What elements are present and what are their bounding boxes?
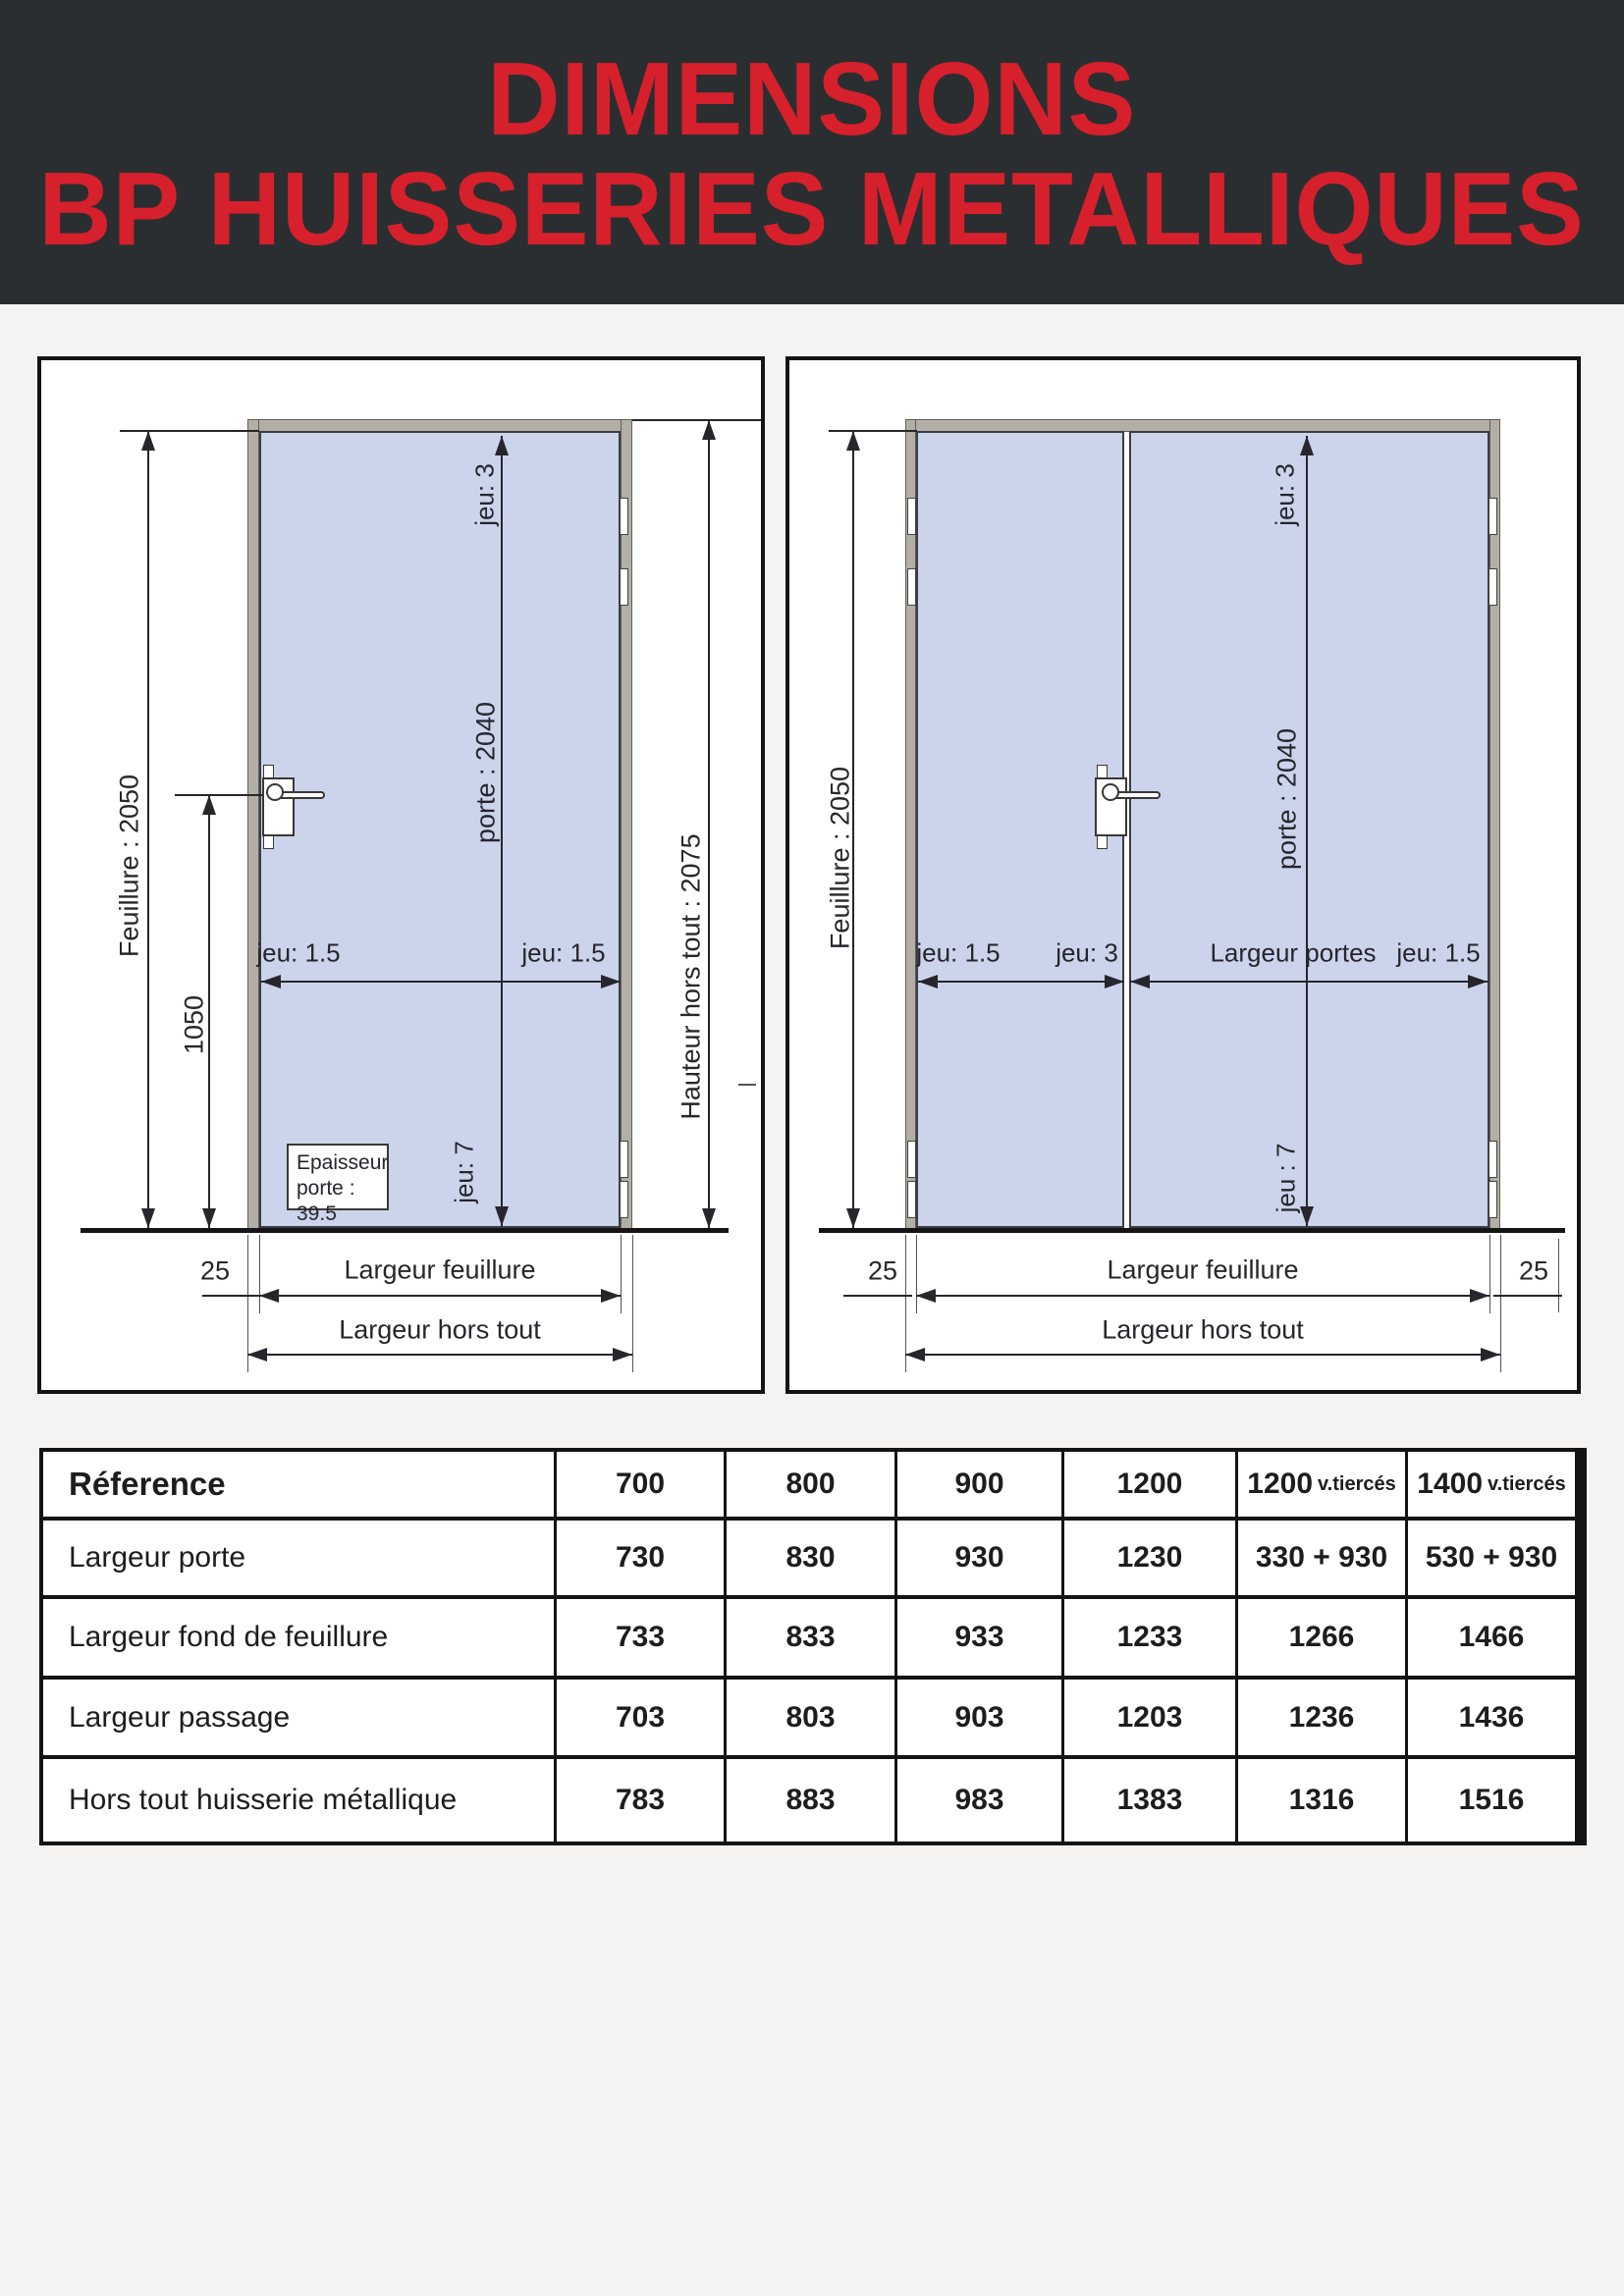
table-header-1200-tierces xyxy=(1238,1452,1408,1521)
dim-feuillure-line xyxy=(147,431,149,1228)
table-header-700 xyxy=(557,1452,727,1521)
table-cell: 330 + 930 xyxy=(1238,1521,1408,1599)
dim-jeu-left-segment xyxy=(918,981,1124,983)
label-largeur-portes: Largeur portes xyxy=(1210,937,1377,968)
table-cell: 530 + 930 xyxy=(1408,1521,1575,1599)
label-25-left: 25 xyxy=(867,1255,898,1286)
dim-largeur-feuillure xyxy=(259,1295,621,1297)
label-jeu-mid: jeu: 3 xyxy=(1056,937,1118,968)
epaisseur-line2: porte : 39.5 xyxy=(297,1177,355,1225)
ref-suffix: v.tiercés xyxy=(1318,1472,1396,1495)
hinge-icon xyxy=(907,498,916,535)
dim-jeu-horizontal xyxy=(261,981,621,983)
arrow-icon xyxy=(702,420,716,440)
arrow-icon xyxy=(141,431,155,451)
label-largeur-hors-tout: Largeur hors tout xyxy=(1102,1314,1304,1345)
dim-handle-tick xyxy=(175,794,262,796)
label-feuillure: Feuillure : 2050 xyxy=(114,774,144,958)
table-cell: 1436 xyxy=(1408,1680,1575,1759)
arrow-icon xyxy=(1300,1206,1314,1226)
label-jeu-top: jeu: 3 xyxy=(1270,463,1300,526)
table-cell: 1230 xyxy=(1064,1521,1238,1599)
center-mark xyxy=(738,1084,756,1086)
dim-largeur-hors-tout xyxy=(905,1354,1500,1356)
hinge-icon xyxy=(620,1181,628,1218)
table-cell: 903 xyxy=(897,1680,1064,1759)
dim-hauteur-line xyxy=(708,420,710,1228)
lock-strike-bottom xyxy=(1097,835,1108,849)
door-frame-jamb-left xyxy=(247,419,259,1233)
ref-value: 900 xyxy=(954,1468,1004,1500)
arrow-icon xyxy=(1481,1348,1500,1362)
arrow-icon xyxy=(259,1289,279,1303)
table-cell: 703 xyxy=(557,1680,727,1759)
hinge-icon xyxy=(1489,1181,1497,1218)
table-header-1200 xyxy=(1064,1452,1238,1521)
dim-porte-line xyxy=(1306,436,1308,1226)
table-header-800 xyxy=(727,1452,897,1521)
lock-strike-bottom xyxy=(263,835,274,849)
arrow-icon xyxy=(261,975,281,988)
table-cell: 1383 xyxy=(1064,1759,1238,1842)
double-door-diagram xyxy=(785,356,1581,1394)
table-cell: 1466 xyxy=(1408,1599,1575,1680)
label-jeu-bottom: jeu : 7 xyxy=(1271,1143,1301,1213)
table-cell: 783 xyxy=(557,1759,727,1842)
floor-line xyxy=(819,1228,1565,1233)
arrow-icon xyxy=(613,1348,632,1362)
label-feuillure: Feuillure : 2050 xyxy=(825,766,855,950)
ref-value: 700 xyxy=(615,1468,666,1500)
arrow-icon xyxy=(495,1206,509,1226)
dim-hauteur-tick xyxy=(632,419,761,421)
dimensions-table xyxy=(39,1448,1587,1845)
row-label-hors-tout-huisserie: Hors tout huisserie métallique xyxy=(43,1759,557,1842)
label-jeu-left: jeu: 1.5 xyxy=(256,937,341,968)
row-label-largeur-fond-feuillure: Largeur fond de feuillure xyxy=(43,1599,557,1680)
arrow-icon xyxy=(916,1289,936,1303)
label-porte: porte : 2040 xyxy=(1272,727,1302,871)
hinge-icon xyxy=(620,568,628,606)
table-cell: 803 xyxy=(727,1680,897,1759)
page-header xyxy=(0,0,1624,304)
dim-largeur-portes-segment xyxy=(1130,981,1488,983)
label-jeu-bottom: jeu: 7 xyxy=(449,1141,479,1203)
ref-value: 1200 xyxy=(1247,1468,1314,1500)
lock-strike-top xyxy=(1097,765,1108,778)
arrow-icon xyxy=(1300,436,1314,455)
lock-strike-top xyxy=(263,765,274,778)
label-jeu-top: jeu: 3 xyxy=(469,463,500,526)
table-cell: 1203 xyxy=(1064,1680,1238,1759)
table-cell: 1236 xyxy=(1238,1680,1408,1759)
extension-line xyxy=(632,1235,633,1372)
table-cell: 733 xyxy=(557,1599,727,1680)
door-frame-jamb-right xyxy=(1489,419,1500,1233)
door-frame-jamb-left xyxy=(905,419,916,1233)
arrow-icon xyxy=(1470,1289,1489,1303)
ref-value: 800 xyxy=(785,1468,836,1500)
table-cell: 1516 xyxy=(1408,1759,1575,1842)
ref-value: 1200 xyxy=(1116,1468,1183,1500)
door-frame-jamb-right xyxy=(621,419,632,1233)
arrow-icon xyxy=(247,1348,267,1362)
label-25-right: 25 xyxy=(1518,1255,1549,1286)
page-title-line2: BP HUISSERIES METALLIQUES xyxy=(38,151,1586,267)
label-largeur-feuillure: Largeur feuillure xyxy=(1107,1255,1299,1285)
label-largeur-hors-tout: Largeur hors tout xyxy=(339,1314,541,1345)
hinge-icon xyxy=(1489,1141,1497,1178)
row-label-largeur-passage: Largeur passage xyxy=(43,1680,557,1759)
hinge-icon xyxy=(907,1141,916,1178)
label-porte: porte : 2040 xyxy=(470,701,501,844)
dim-25-tick-left xyxy=(843,1295,912,1297)
hinge-icon xyxy=(620,1141,628,1178)
arrow-icon xyxy=(1105,975,1124,988)
floor-line xyxy=(81,1228,729,1233)
arrow-icon xyxy=(495,436,509,455)
single-door-diagram xyxy=(37,356,765,1394)
arrow-icon xyxy=(905,1348,925,1362)
dim-largeur-feuillure xyxy=(916,1295,1489,1297)
table-cell: 883 xyxy=(727,1759,897,1842)
dim-25-tick xyxy=(202,1295,259,1297)
door-leaf-small xyxy=(916,431,1124,1228)
arrow-icon xyxy=(702,1208,716,1228)
label-1050: 1050 xyxy=(179,994,209,1055)
hinge-icon xyxy=(907,1181,916,1218)
table-cell: 830 xyxy=(727,1521,897,1599)
label-largeur-feuillure: Largeur feuillure xyxy=(344,1255,536,1285)
arrow-icon xyxy=(601,975,621,988)
hinge-icon xyxy=(620,498,628,535)
dim-25-tick-right xyxy=(1493,1295,1562,1297)
label-jeu-right: jeu: 1.5 xyxy=(521,937,606,968)
arrow-icon xyxy=(846,1208,860,1228)
dim-feuillure-tick xyxy=(829,430,917,432)
extension-line xyxy=(621,1235,622,1313)
table-header-reference: Réference xyxy=(43,1452,557,1521)
table-header-900 xyxy=(897,1452,1064,1521)
ref-value: 1400 xyxy=(1417,1468,1484,1500)
table-cell: 930 xyxy=(897,1521,1064,1599)
table-cell: 1233 xyxy=(1064,1599,1238,1680)
door-handle-rose xyxy=(1102,783,1119,801)
table-cell: 730 xyxy=(557,1521,727,1599)
door-leaf xyxy=(259,431,621,1228)
door-handle-rose xyxy=(266,783,284,801)
table-cell: 1316 xyxy=(1238,1759,1408,1842)
extension-line xyxy=(1489,1235,1490,1313)
hinge-icon xyxy=(1489,498,1497,535)
arrow-icon xyxy=(1468,975,1488,988)
extension-line xyxy=(1500,1235,1501,1372)
arrow-icon xyxy=(202,1208,216,1228)
arrow-icon xyxy=(141,1208,155,1228)
arrow-icon xyxy=(918,975,938,988)
table-header-1400-tierces xyxy=(1408,1452,1575,1521)
door-leaf-large xyxy=(1129,431,1489,1228)
label-25: 25 xyxy=(199,1255,231,1286)
table-cell: 933 xyxy=(897,1599,1064,1680)
row-label-largeur-porte: Largeur porte xyxy=(43,1521,557,1599)
table-cell: 833 xyxy=(727,1599,897,1680)
table-cell: 1266 xyxy=(1238,1599,1408,1680)
arrow-icon xyxy=(846,431,860,451)
extension-line xyxy=(1558,1239,1559,1312)
arrow-icon xyxy=(202,795,216,815)
arrow-icon xyxy=(1130,975,1150,988)
dim-feuillure-tick xyxy=(120,430,259,432)
epaisseur-callout xyxy=(287,1144,389,1225)
dim-largeur-hors-tout xyxy=(247,1354,632,1356)
label-jeu-right: jeu: 1.5 xyxy=(1396,937,1481,968)
page-title-line1: DIMENSIONS xyxy=(487,41,1137,157)
hinge-icon xyxy=(1489,568,1497,606)
label-hauteur-hors-tout: Hauteur hors tout : 2075 xyxy=(676,833,706,1120)
table-cell: 983 xyxy=(897,1759,1064,1842)
arrow-icon xyxy=(601,1289,621,1303)
hinge-icon xyxy=(907,568,916,606)
label-jeu-left: jeu: 1.5 xyxy=(916,937,1001,968)
ref-suffix: v.tiercés xyxy=(1488,1472,1566,1495)
epaisseur-line1: Epaisseur xyxy=(297,1151,389,1174)
